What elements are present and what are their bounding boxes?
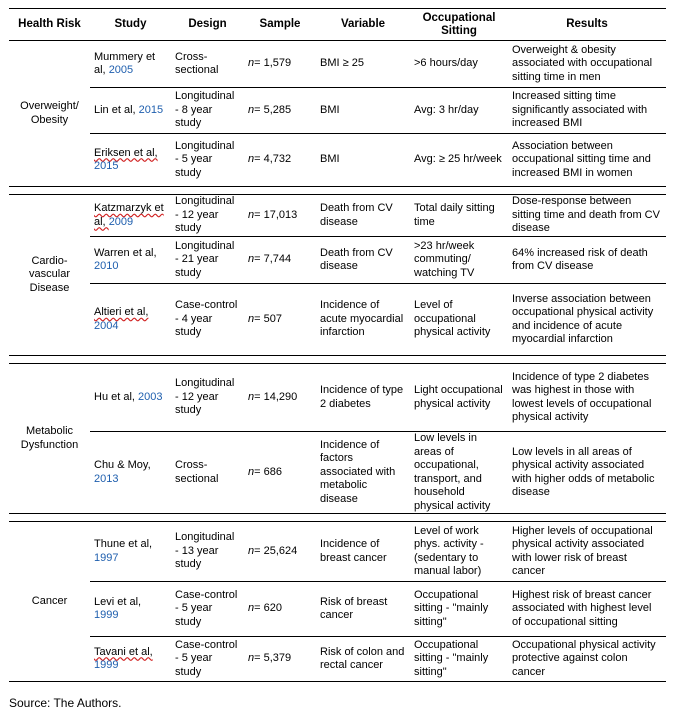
sitting-cell: Occupational sitting - "mainly sitting" [410,637,508,682]
sample-value: = 14,290 [254,390,298,403]
table-row [9,522,666,582]
study-author: Katzmarzyk et al, [94,202,164,228]
study-cell [90,237,171,284]
results-cell: Low levels in all areas of physical activity associated with higher odds of metabolic disease [508,432,666,514]
header-study: Study [90,9,171,41]
health-risk-cell: Metabolic Dysfunction [9,364,90,514]
results-cell: Occupational physical activity protective against colon cancer [508,637,666,682]
variable-cell: Death from CV disease [316,195,410,237]
sample-value: = 1,579 [254,57,292,70]
health-risk-cell: Overweight/ Obesity [9,41,90,187]
sample-n: n [248,208,255,221]
design-cell: Longitudinal - 12 year study [171,364,244,432]
variable-cell: BMI ≥ 25 [316,41,410,88]
table-row [9,41,666,88]
study-year-link[interactable]: 1999 [94,659,119,671]
sample-n: n [248,544,255,557]
group-separator [9,514,666,522]
variable-cell: Incidence of breast cancer [316,522,410,582]
design-cell: Case-control - 4 year study [171,284,244,356]
study-author: Tavani et al, [94,645,153,658]
header-sample: Sample [244,9,316,41]
table-row [9,195,666,237]
study-cell [90,88,171,134]
results-cell: Association between occupational sitting time and increased BMI in women [508,134,666,187]
design-cell: Cross-sectional [171,432,244,514]
study-year-link[interactable]: 2015 [138,103,164,116]
group-separator [9,187,666,195]
sitting-cell: Level of occupational physical activity [410,284,508,356]
sample-cell [244,195,316,237]
design-cell: Longitudinal - 21 year study [171,237,244,284]
sample-n: n [248,312,255,325]
study-author: Hu et al, [94,390,139,403]
study-author: Mummery et al, [94,50,156,76]
sample-value: = 17,013 [254,208,298,221]
sample-cell [244,41,316,88]
sample-value: = 25,624 [254,544,298,557]
results-cell: Increased sitting time significantly associated with increased BMI [508,88,666,134]
sitting-cell: Occupational sitting - "mainly sitting" [410,582,508,637]
study-cell [90,522,171,582]
variable-cell: Risk of breast cancer [316,582,410,637]
study-cell [90,582,171,637]
sample-cell [244,522,316,582]
sample-value: = 507 [254,312,282,325]
design-cell: Longitudinal - 8 year study [171,88,244,134]
health-risk-cell: Cancer [9,522,90,682]
sample-cell [244,88,316,134]
variable-cell: BMI [316,88,410,134]
health-risk-cell: Cardio-vascular Disease [9,195,90,356]
study-cell [90,284,171,356]
study-cell [90,134,171,187]
results-cell: Incidence of type 2 diabetes was highest in those with lowest levels of occupational physical activity [508,364,666,432]
results-cell: Inverse association between occupational physical activity and incidence of acute myocardial infarction [508,284,666,356]
study-year-link[interactable]: 2015 [94,160,119,172]
table-row [9,582,666,637]
sample-value: = 686 [254,465,282,478]
study-year-link[interactable]: 2009 [108,215,134,228]
study-year-link[interactable]: 1999 [94,609,119,621]
table-row [9,134,666,187]
sample-value: = 7,744 [254,253,292,266]
design-cell: Case-control - 5 year study [171,637,244,682]
sitting-cell: Light occupational physical activity [410,364,508,432]
variable-cell: Death from CV disease [316,237,410,284]
study-author: Altieri et al, [94,306,149,318]
sample-n: n [248,103,255,116]
sample-cell [244,432,316,514]
header-design: Design [171,9,244,41]
results-cell: 64% increased risk of death from CV disease [508,237,666,284]
study-cell [90,195,171,237]
sitting-cell: Level of work phys. activity - (sedentary to manual labor) [410,522,508,582]
sitting-cell: >6 hours/day [410,41,508,88]
sitting-cell: Avg: ≥ 25 hr/week [410,134,508,187]
table-row [9,637,666,682]
sample-cell [244,637,316,682]
results-cell: Highest risk of breast cancer associated with highest level of occupational sitting [508,582,666,637]
sample-cell [244,582,316,637]
header-variable: Variable [316,9,410,41]
sample-value: = 5,379 [254,652,292,665]
study-year-link[interactable]: 1997 [94,551,119,564]
results-cell: Higher levels of occupational physical activity associated with lower risk of breast cancer [508,522,666,582]
study-year-link[interactable]: 2003 [138,390,163,403]
study-author: Thune et al, [94,538,153,550]
sample-cell [244,364,316,432]
health-risk-table [9,8,666,682]
sample-n: n [248,465,255,478]
sample-n: n [248,652,255,665]
study-author: Chu & Moy, [94,459,151,471]
design-cell: Longitudinal - 13 year study [171,522,244,582]
design-cell: Longitudinal - 5 year study [171,134,244,187]
sitting-cell: Avg: 3 hr/day [410,88,508,134]
sample-n: n [248,390,255,403]
sample-n: n [248,253,255,266]
variable-cell: Incidence of acute myocardial infarction [316,284,410,356]
group-separator [9,356,666,364]
study-cell [90,637,171,682]
design-cell: Case-control - 5 year study [171,582,244,637]
study-cell [90,432,171,514]
study-cell [90,41,171,88]
sample-cell [244,284,316,356]
table-row [9,364,666,432]
variable-cell: Incidence of type 2 diabetes [316,364,410,432]
sample-cell [244,134,316,187]
study-cell [90,364,171,432]
header-health-risk: Health Risk [9,9,90,41]
sample-value: = 4,732 [254,153,292,166]
sample-n: n [248,153,255,166]
header-row [9,9,666,41]
results-cell: Dose-response between sitting time and death from CV disease [508,195,666,237]
variable-cell: BMI [316,134,410,187]
sitting-cell: >23 hr/week commuting/ watching TV [410,237,508,284]
variable-cell: Risk of colon and rectal cancer [316,637,410,682]
table-row [9,88,666,134]
sample-n: n [248,602,255,615]
design-cell: Longitudinal - 12 year study [171,195,244,237]
header-occupational-sitting: Occupational Sitting [410,9,508,41]
table-row [9,284,666,356]
source-caption: Source: The Authors. [9,696,122,710]
study-year-link[interactable]: 2013 [94,472,119,485]
sitting-cell: Low levels in areas of occupational, transport, and household physical activity [410,432,508,514]
study-author: Warren et al, [94,246,157,259]
design-cell: Cross-sectional [171,41,244,88]
results-cell: Overweight & obesity associated with occupational sitting time in men [508,41,666,88]
study-author: Lin et al, [94,103,139,116]
variable-cell: Incidence of factors associated with metabolic disease [316,432,410,514]
study-year-link[interactable]: 2004 [94,319,119,332]
study-author: Eriksen et al, [94,146,158,159]
study-author: Levi et al, [94,595,142,608]
sitting-cell: Total daily sitting time [410,195,508,237]
header-results: Results [508,9,666,41]
sample-n: n [248,57,255,70]
table-row [9,237,666,284]
sample-cell [244,237,316,284]
sample-value: = 5,285 [254,103,292,116]
sample-value: = 620 [254,602,282,615]
study-year-link[interactable]: 2010 [94,260,119,272]
study-year-link[interactable]: 2005 [108,64,134,76]
table-row [9,432,666,514]
